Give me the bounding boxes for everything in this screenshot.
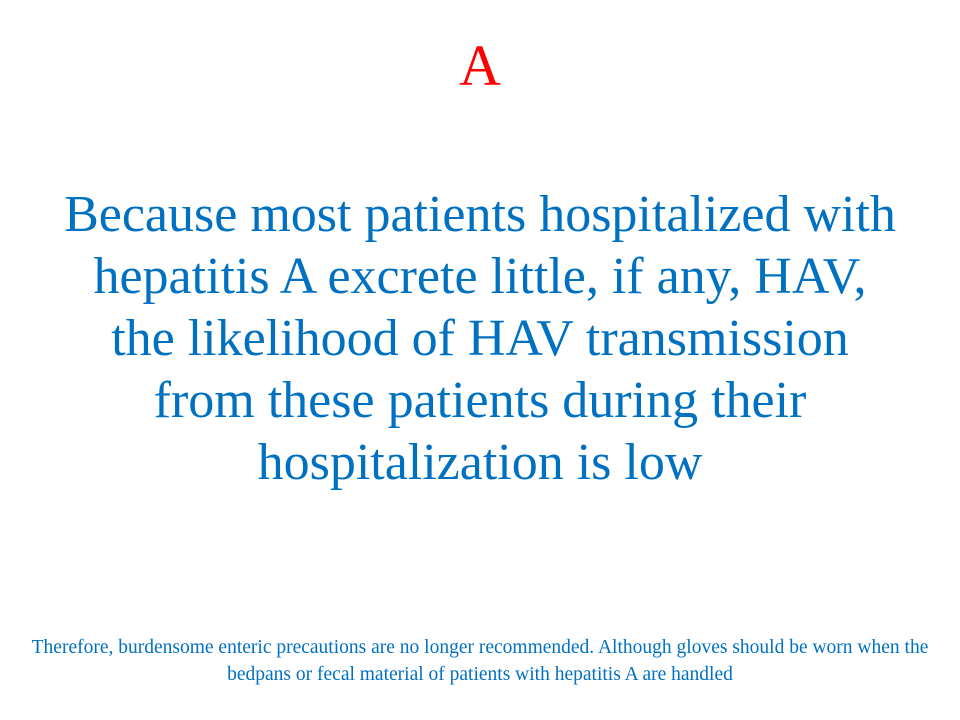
slide-title: A (459, 33, 501, 98)
slide-footnote: Therefore, burdensome enteric precautions are no longer recommended. Although gloves should be worn when the bedpans or fecal material of patients with hepatitis A are handled (31, 637, 929, 685)
slide-body-text: Because most patients hospitalized with hepatitis A excrete little, if any, HAV, the likelihood of HAV transmission from these patients during their hospitalization is low (64, 186, 896, 491)
